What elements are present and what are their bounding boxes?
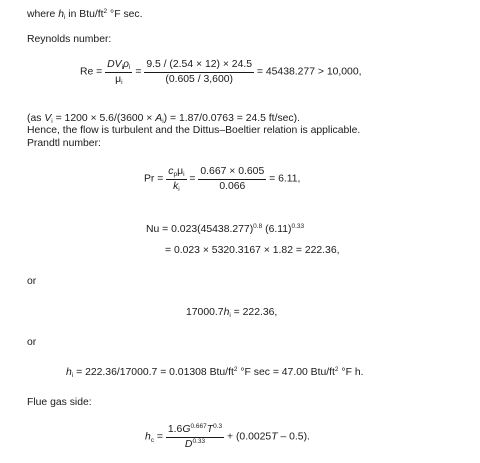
text: – 0.5). (277, 431, 310, 443)
text-or: or (27, 276, 37, 287)
denominator: 0.066 (219, 180, 246, 192)
superscript: 2 (103, 8, 108, 15)
text: Nu = 0.023(45438.277) (146, 224, 254, 235)
heading-prandtl: Prandtl number: (27, 138, 101, 149)
equals: = (135, 66, 142, 78)
text: 1.6 (167, 424, 183, 435)
denominator (166, 180, 186, 194)
subscript: i (71, 372, 74, 379)
fraction (144, 58, 254, 86)
superscript: 0.33 (291, 223, 305, 230)
subscript: i (63, 14, 66, 21)
subscript: i (129, 64, 131, 71)
superscript: 0.33 (192, 437, 206, 445)
denominator (166, 438, 224, 452)
text: (6.11) (262, 224, 292, 235)
subscript: c (150, 436, 155, 444)
subscript: i (229, 312, 231, 319)
equation-prandtl (144, 165, 300, 193)
symbol: ρ (123, 59, 129, 70)
text: = 1200 × 5.6/(3600 × (52, 113, 156, 124)
text: = 222.36, (230, 307, 278, 318)
equation-rhs: = 6.11, (269, 173, 301, 185)
text: (as (27, 113, 45, 124)
numerator (166, 423, 224, 438)
symbol: h (66, 367, 72, 378)
subscript: i (178, 185, 180, 193)
text-or: or (27, 337, 37, 348)
heading-flue-gas: Flue gas side: (27, 397, 92, 408)
symbol: D (107, 59, 115, 70)
subscript: i (162, 118, 164, 125)
symbol: A (155, 113, 163, 124)
text: 17000.7 (186, 307, 224, 318)
text: + (0.0025 (227, 431, 272, 443)
equation-lhs: Pr = (144, 173, 164, 185)
symbol: μ (177, 166, 184, 177)
fraction (166, 165, 186, 193)
subscript: i (121, 78, 123, 86)
numerator: 9.5 / (2.54 × 12) × 24.5 (144, 58, 254, 73)
symbol: T (206, 424, 214, 435)
subscript: p (173, 171, 178, 178)
text: in Btu/ft (65, 9, 104, 20)
equation-rhs: = 45438.277 > 10,000, (256, 66, 362, 78)
text-line-turbulent: Hence, the flow is turbulent and the Dittus–Boeltier relation is applicable. (27, 125, 361, 136)
equals: = (156, 431, 163, 443)
heading-reynolds: Reynolds number: (27, 34, 112, 45)
text-line-units (27, 8, 143, 21)
symbol: h (223, 307, 230, 318)
symbol: h (145, 431, 151, 443)
subscript: i (121, 64, 124, 71)
fraction (166, 423, 224, 451)
text: °F h. (338, 367, 364, 378)
symbol: D (184, 438, 193, 450)
equation-hi (66, 366, 364, 379)
symbol: T (271, 431, 278, 443)
equation-nusselt-1 (146, 223, 304, 236)
text: ) = 1.87/0.0763 = 24.5 ft/sec). (163, 113, 300, 124)
numerator (105, 58, 132, 73)
superscript: 2 (233, 366, 238, 373)
symbol: G (182, 424, 191, 435)
superscript: 0.3 (213, 423, 223, 430)
superscript: 2 (334, 366, 339, 373)
text: where (27, 9, 59, 20)
equation-nusselt-2: = 0.023 × 5320.3167 × 1.82 = 222.36, (165, 245, 340, 256)
numerator: 0.667 × 0.605 (198, 165, 266, 180)
superscript: 0.8 (253, 223, 263, 230)
equals: = (189, 173, 196, 185)
numerator (166, 165, 186, 180)
superscript: 0.667 (190, 423, 207, 430)
subscript: i (51, 118, 53, 125)
symbol: μ (115, 73, 122, 85)
denominator: (0.605 / 3,600) (165, 73, 233, 85)
subscript: i (183, 171, 185, 178)
equation-hc (145, 423, 310, 451)
text: °F sec. (107, 9, 143, 20)
symbol-h: h (58, 9, 64, 20)
equation-reynolds (80, 58, 362, 86)
equation-rhs (227, 432, 310, 443)
symbol: V (44, 113, 52, 124)
text: = 222.36/17000.7 = 0.01308 Btu/ft (73, 367, 234, 378)
text: °F sec = 47.00 Btu/ft (237, 367, 335, 378)
symbol: c (168, 166, 174, 177)
denominator (105, 73, 132, 87)
fraction (105, 58, 132, 86)
symbol: k (173, 180, 179, 192)
symbol: V (114, 59, 122, 70)
equation-17000 (186, 306, 277, 319)
equation-lhs: Re = (80, 66, 103, 78)
fraction (198, 165, 266, 193)
